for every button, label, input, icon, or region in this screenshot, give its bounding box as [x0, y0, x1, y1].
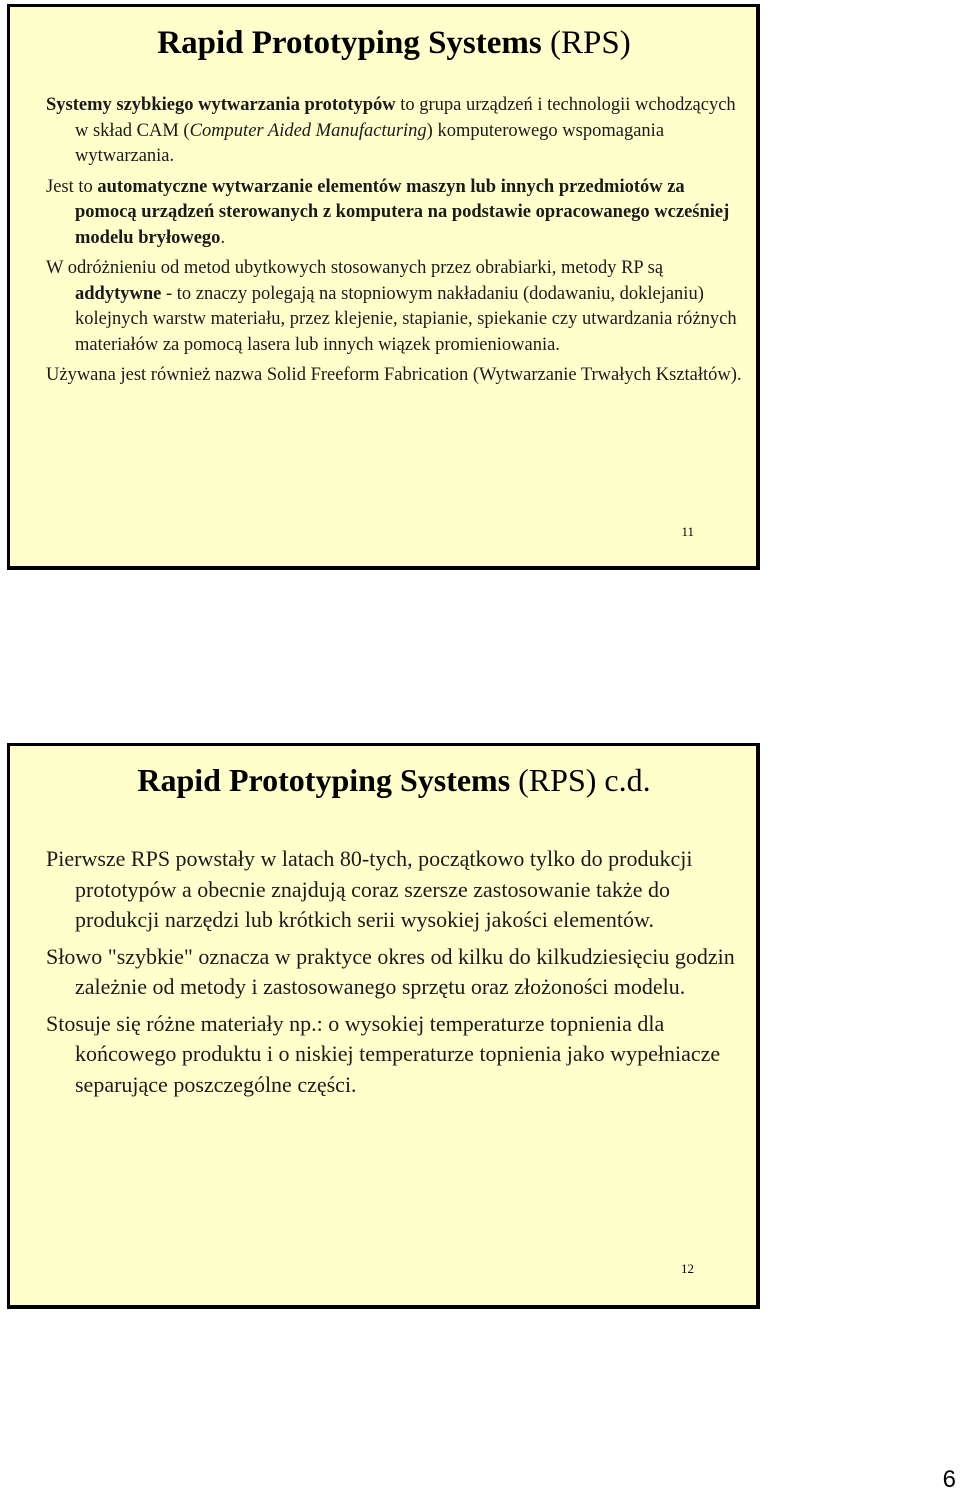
paragraph-text: Stosuje się różne materiały np.: o wysokiej temperaturze topnienia dla końcowego produktu i o niskiej temperaturze topnienia jako wypełniacze separujące poszczególne części. [46, 1010, 721, 1097]
paragraph [46, 363, 746, 389]
slide-title-suffix: (RPS) [541, 25, 631, 61]
paragraph-text: Używana jest również nazwa Solid Freeform Fabrication (Wytwarzanie Trwałych Kształtów). [46, 365, 742, 385]
slide-12 [7, 743, 760, 1309]
paragraph-text: to grupa urządzeń i technologii wchodzących w skład CAM ( [75, 95, 736, 141]
paragraph-text: Słowo "szybkie" oznacza w praktyce okres od kilku do kilkudziesięciu godzin zależnie od metody i zastosowanego sprzętu oraz złożoności modelu. [46, 943, 735, 999]
slide-title-suffix: (RPS) c.d. [510, 762, 651, 798]
slide-title [32, 762, 756, 799]
paragraph-text: Computer Aided Manufacturing [189, 120, 427, 141]
slide-page-number: 11 [681, 524, 694, 539]
slide-11 [7, 4, 760, 570]
paragraph-text: addytywne [75, 283, 162, 304]
paragraph [46, 844, 746, 936]
paragraph-text: ) komputerowego wspomagania wytwarzania. [75, 120, 665, 166]
slide-title [32, 25, 756, 62]
paragraph [46, 93, 746, 170]
sheet-page-number: 6 [942, 1466, 956, 1493]
paragraph-text: Pierwsze RPS powstały w latach 80-tych, początkowo tylko do produkcji prototypów a obecnie znajdują coraz szersze zastosowanie także do produkcji narzędzi lub krótkich serii wysokiej jakości elementów. [46, 846, 693, 932]
paragraph-text: Systemy szybkiego wytwarzania prototypów [46, 95, 396, 115]
paragraph-text: automatyczne wytwarzanie elementów maszyn lub innych przedmiotów za pomocą urządzeń sterowanych z komputera na podstawie opracowanego wcześniej modelu bryłowego [75, 176, 730, 248]
paragraph-text: - to znaczy polegają na stopniowym nakładaniu (dodawaniu, doklejaniu) kolejnych warstw materiału, przez klejenie, stapianie, spiekanie czy utwardzania różnych materiałów za pomocą lasera lub innych wiązek promieniowania. [75, 283, 737, 355]
slide-page-number: 12 [681, 1261, 694, 1276]
paragraph-text: . [220, 227, 226, 248]
paragraph [46, 942, 746, 1003]
slide-title-bold: Rapid Prototyping Systems [157, 25, 542, 61]
paragraph-text: Jest to [46, 176, 98, 197]
paragraph [46, 256, 746, 358]
paragraph [46, 175, 746, 252]
paragraph-text: W odróżnieniu od metod ubytkowych stosowanych przez obrabiarki, metody RP są [46, 258, 664, 278]
slide-title-bold: Rapid Prototyping Systems [137, 762, 511, 798]
slide-body [46, 93, 746, 389]
slide-body [46, 844, 746, 1100]
paragraph [46, 1009, 746, 1101]
